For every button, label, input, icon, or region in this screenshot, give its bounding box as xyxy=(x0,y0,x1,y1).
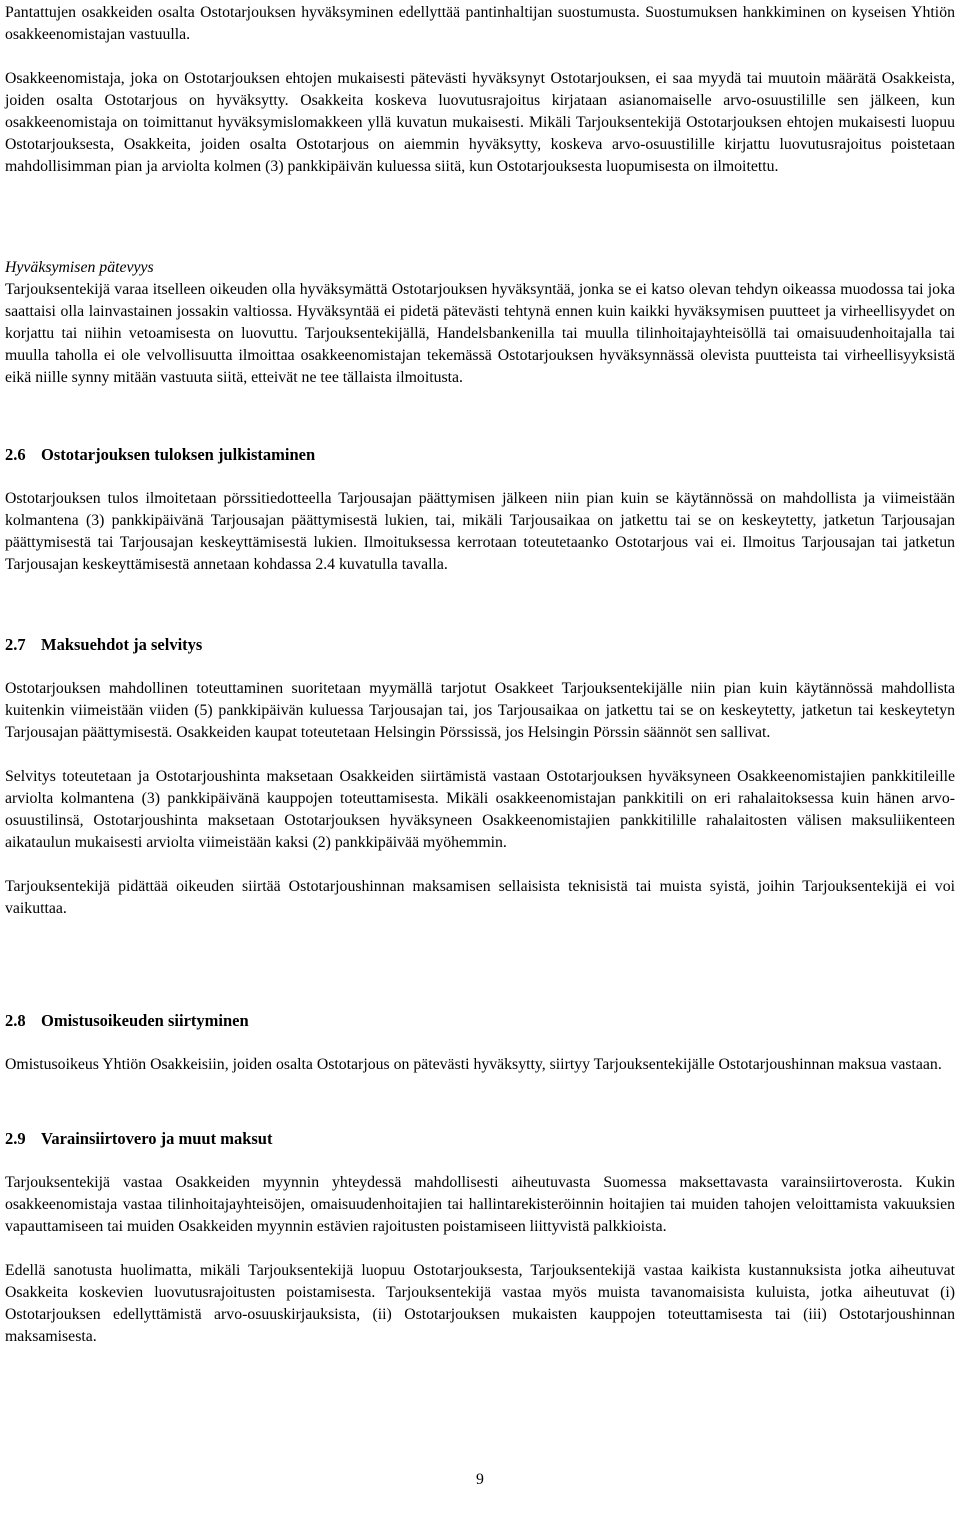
paragraph-text: Tarjouksentekijä vastaa Osakkeiden myynnin yhteydessä mahdollisesti aiheutuvasta Suomessa maksettavasta varainsiirtoverosta. Kukin osakkeenomistaja vastaa tilinhoitajayhteisöjen, omaisuudenhoitajien tai hallintarekisteröinnin hoitajien tai muiden tahojen veloittamista vakuuksien vapauttamiseen tai muiden Osakkeiden myynnin estävien rajoitusten poistamiseen liittyvistä palkkioista. xyxy=(5,1174,955,1235)
paragraph-text: Omistusoikeus Yhtiön Osakkeisiin, joiden osalta Ostotarjous on pätevästi hyväksytty, siirtyy Tarjouksentekijälle Ostotarjoushinnan maksua vastaan. xyxy=(5,1056,942,1073)
paragraph-text: Ostotarjouksen mahdollinen toteuttaminen suoritetaan myymällä tarjotut Osakkeet Tarjouksentekijälle niin pian kuin käytännössä mahdollista kuitenkin viimeistään viiden (5) pankkipäivän kuluessa Tarjousajan tai, jos Tarjousaikaa on jatkettu tai se on keskeytetty, jatketun tai keskeytetyn Tarjousajan päättymisestä. Osakkeiden kaupat toteutetaan Helsingin Pörssissä, jos Helsingin Pörssin säännöt sen sallivat. xyxy=(5,680,955,741)
section-heading xyxy=(5,634,955,656)
subsection-heading: Hyväksymisen pätevyys xyxy=(5,259,154,276)
section-2-9 xyxy=(5,1128,955,1348)
section-title: Maksuehdot ja selvitys xyxy=(41,635,203,654)
section-number: 2.8 xyxy=(5,1011,26,1030)
paragraph-text: Ostotarjouksen tulos ilmoitetaan pörssitiedotteella Tarjousajan päättymisen jälkeen niin pian kuin se käytännössä on mahdollista ja viimeistään kolmantena (3) pankkipäivänä Tarjousajan päättymisestä lukien, tai, mikäli Tarjousaikaa on jatkettu tai se on keskeytetty, jatketun Tarjousajan päättymisestä tai Tarjousajan keskeyttämisestä lukien. Ilmoituksessa kerrotaan toteutetaanko Ostotarjous vai ei. Ilmoitus Tarjousajan tai jatketun Tarjousajan keskeyttämisestä annetaan kohdassa 2.4 kuvatulla tavalla. xyxy=(5,490,955,573)
paragraph-text: Selvitys toteutetaan ja Ostotarjoushinta maksetaan Osakkeiden siirtämistä vastaan Ostotarjouksen hyväksyneen Osakkeenomistajien pankkitileille arviolta kolmantena (3) pankkipäivänä kauppojen toteuttamisesta. Mikäli osakkeenomistajan pankkitili on eri rahalaitoksessa kuin hänen arvo-osuustilinsä, Ostotarjoushinta maksetaan Ostotarjouksen hyväksyneen Osakkeenomistajien pankkitilille rahalaitosten välisen maksuliikenteen aikataulun mukaisesti arviolta viimeistään kaksi (2) pankkipäivää myöhemmin. xyxy=(5,768,955,851)
section-number: 2.9 xyxy=(5,1129,26,1148)
section-title: Ostotarjouksen tuloksen julkistaminen xyxy=(41,445,316,464)
section-heading xyxy=(5,444,955,466)
subsection-validity xyxy=(5,257,955,389)
section-2-6 xyxy=(5,444,955,576)
section-heading xyxy=(5,1010,955,1032)
section-number: 2.7 xyxy=(5,635,26,654)
paragraph-text: Tarjouksentekijä pidättää oikeuden siirtää Ostotarjoushinnan maksamisen sellaisista teknisistä tai muista syistä, joihin Tarjouksentekijä ei voi vaikuttaa. xyxy=(5,878,955,917)
paragraph-text: Edellä sanotusta huolimatta, mikäli Tarjouksentekijä luopuu Ostotarjouksesta, Tarjouksentekijä vastaa kaikista kustannuksista jotka aiheutuvat Osakkeita koskevien luovutusrajoitusten poistamisesta. Tarjouksentekijä vastaa myös muista tavanomaisista kuluista, jotka aiheutuvat (i) Ostotarjouksen edellyttämistä arvo-osuuskirjauksista, (ii) Ostotarjouksen mukaisten kauppojen toteuttamisesta tai (iii) Ostotarjoushinnan maksamisesta. xyxy=(5,1262,955,1345)
paragraph-text: Osakkeenomistaja, joka on Ostotarjouksen ehtojen mukaisesti pätevästi hyväksynyt Ostotarjouksen, ei saa myydä tai muutoin määrätä Osakkeista, joiden osalta Ostotarjous on hyväksytty. Osakkeita koskeva luovutusrajoitus kirjataan asianomaiselle arvo-osuustilille sen jälkeen, kun osakkeenomistaja on toimittanut hyväksymislomakkeen yllä kuvatun mukaisesti. Mikäli Tarjouksentekijä Ostotarjouksen ehtojen mukaisesti luopuu Ostotarjouksesta, Osakkeita, joiden osalta Ostotarjous on aiemmin hyväksytty, koskeva arvo-osuustilille kirjattu luovutusrajoitus poistetaan mahdollisimman pian ja arviolta kolmen (3) pankkipäivän kuluessa siitä, kun Ostotarjouksesta luopumisesta on ilmoitettu. xyxy=(5,70,955,175)
page-number: 9 xyxy=(476,1471,484,1488)
section-2-8 xyxy=(5,1010,955,1076)
paragraph-pledged-shares xyxy=(5,2,955,46)
paragraph-text: Pantattujen osakkeiden osalta Ostotarjouksen hyväksyminen edellyttää pantinhaltijan suostumusta. Suostumuksen hankkiminen on kyseisen Yhtiön osakkeenomistajan vastuulla. xyxy=(5,4,955,43)
paragraph-text: Tarjouksentekijä varaa itselleen oikeuden olla hyväksymättä Ostotarjouksen hyväksyntää, jonka se ei katso olevan tehdyn oikeassa muodossa tai joka saattaisi olla lainvastainen jossakin valtiossa. Hyväksyntää ei pidetä pätevästi tehtynä ennen kuin kaikki hyväksymisen puutteet ja virheellisyydet on korjattu tai niihin vetoamisesta on luovuttu. Tarjouksentekijällä, Handelsbankenilla tai muulla tilinhoitajayhteisöllä tai omaisuudenhoitajalla tai muulla taholla ei ole velvollisuutta ilmoittaa osakkeenomistajan tekemässä Ostotarjouksen hyväksynnässä olevista puutteista tai virheellisyyksistä eikä niille synny mitään vastuuta siitä, etteivät ne tee tällaista ilmoitusta. xyxy=(5,281,955,386)
section-2-7 xyxy=(5,634,955,920)
section-title: Varainsiirtovero ja muut maksut xyxy=(41,1129,273,1148)
paragraph-transfer-restriction xyxy=(5,68,955,178)
section-number: 2.6 xyxy=(5,445,26,464)
section-title: Omistusoikeuden siirtyminen xyxy=(41,1011,249,1030)
section-heading xyxy=(5,1128,955,1150)
